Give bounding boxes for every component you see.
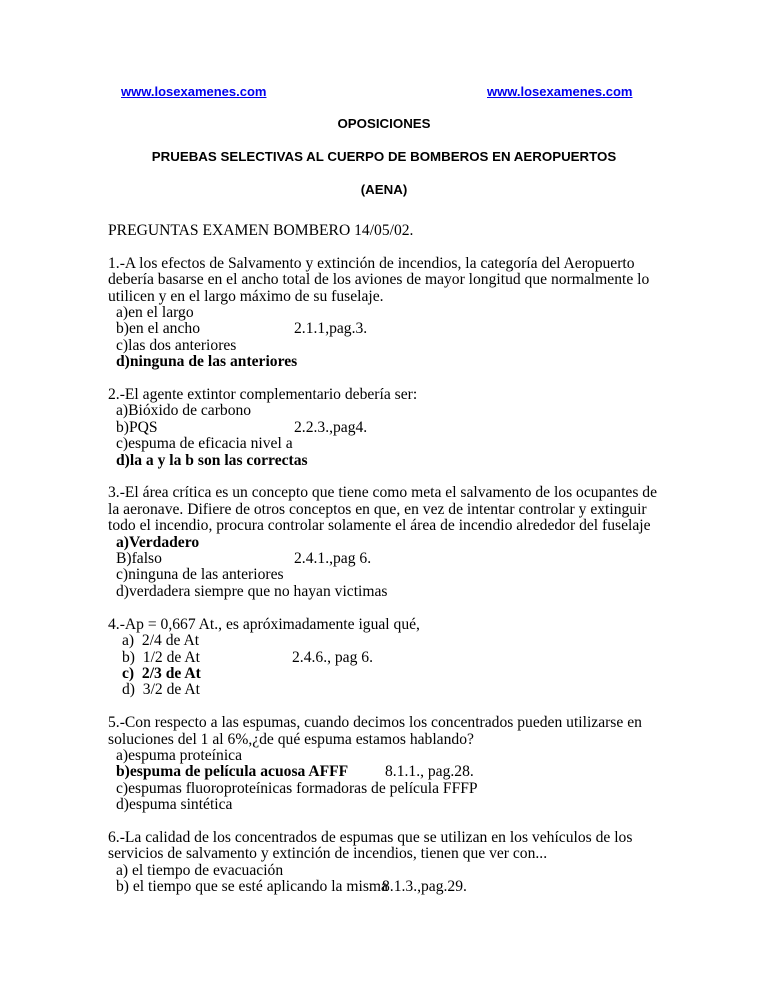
option-b-text: b) el tiempo que se esté aplicando la misma	[116, 878, 388, 896]
question-stem: 4.-Ap = 0,667 At., es apróximadamente igual qué,	[108, 615, 420, 633]
question-1	[108, 256, 668, 371]
option-a: a)en el largo	[116, 304, 194, 322]
option-b	[108, 650, 668, 666]
option-a: a)espuma proteínica	[116, 746, 242, 764]
option-b	[108, 879, 668, 895]
exam-title: PREGUNTAS EXAMEN BOMBERO 14/05/02.	[108, 222, 414, 239]
question-6	[108, 830, 668, 896]
question-3	[108, 485, 668, 600]
option-a: a) 2/4 de At	[122, 632, 200, 650]
site-link-right[interactable]: www.losexamenes.com	[487, 84, 633, 99]
option-a: a) el tiempo de evacuación	[116, 861, 284, 879]
option-c: c)ninguna de las anteriores	[116, 566, 284, 584]
reference: 8.1.3.,pag.29.	[382, 878, 467, 896]
option-a-correct: a)Verdadero	[116, 533, 200, 551]
option-b-text: b) 1/2 de At	[122, 648, 200, 666]
reference: 2.4.1.,pag 6.	[294, 550, 372, 568]
question-stem: 6.-La calidad de los concentrados de espumas que se utilizan en los vehículos de los servicios de salvamento y extinción de incendios, tienen que ver con...	[108, 828, 633, 863]
option-c: c)espuma de eficacia nivel a	[116, 435, 293, 453]
option-c-correct: c) 2/3 de At	[122, 664, 201, 682]
question-stem: 5.-Con respecto a las espumas, cuando decimos los concentrados pueden utilizarse en soluciones del 1 al 6%,¿de qué espuma estamos hablando?	[108, 714, 642, 748]
option-b-text: B)falso	[116, 550, 162, 568]
site-link-left[interactable]: www.losexamenes.com	[121, 84, 267, 99]
document-title: OPOSICIONES	[337, 116, 431, 131]
option-d-correct: d)la a y la b son las correctas	[116, 451, 308, 469]
option-b	[108, 551, 668, 567]
reference: 8.1.1., pag.28.	[385, 763, 474, 781]
document-org: (AENA)	[360, 182, 408, 197]
question-2	[108, 387, 668, 469]
question-stem: 1.-A los efectos de Salvamento y extinción de incendios, la categoría del Aeropuerto debería basarse en el ancho total de los aviones de mayor longitud que normalmente lo utilicen y en el largo máximo de su fuselaje.	[108, 254, 650, 305]
option-b	[108, 321, 668, 337]
document-body	[108, 223, 668, 912]
option-b-text: b)PQS	[116, 418, 158, 436]
option-c: c)espumas fluoroproteínicas formadoras de película FFFP	[116, 779, 478, 797]
reference: 2.4.6., pag 6.	[292, 648, 373, 666]
question-4	[108, 617, 668, 699]
option-d: d)espuma sintética	[116, 796, 233, 814]
option-b-text: b)en el ancho	[116, 320, 200, 338]
question-5	[108, 715, 668, 813]
question-stem: 2.-El agente extintor complementario debería ser:	[108, 386, 418, 404]
option-a: a)Bióxido de carbono	[116, 402, 252, 420]
document-subtitle: PRUEBAS SELECTIVAS AL CUERPO DE BOMBEROS EN AEROPUERTOS	[151, 149, 617, 164]
question-stem: 3.-El área crítica es un concepto que tiene como meta el salvamento de los ocupantes de la aeronave. Difiere de otros conceptos en que, en vez de intentar controlar y extinguir todo el incendio, procura controlar solamente el área de incendio alrededor del fuselaje	[108, 484, 658, 535]
reference: 2.2.3.,pag4.	[294, 418, 368, 436]
option-c: c)las dos anteriores	[116, 336, 237, 354]
option-b	[108, 420, 668, 436]
option-d-correct: d)ninguna de las anteriores	[116, 353, 298, 371]
option-d: d) 3/2 de At	[122, 681, 200, 699]
option-d: d)verdadera siempre que no hayan victimas	[116, 582, 388, 600]
reference: 2.1.1,pag.3.	[294, 320, 368, 338]
option-b-correct	[108, 764, 668, 780]
option-b-text: b)espuma de película acuosa AFFF	[116, 763, 349, 781]
